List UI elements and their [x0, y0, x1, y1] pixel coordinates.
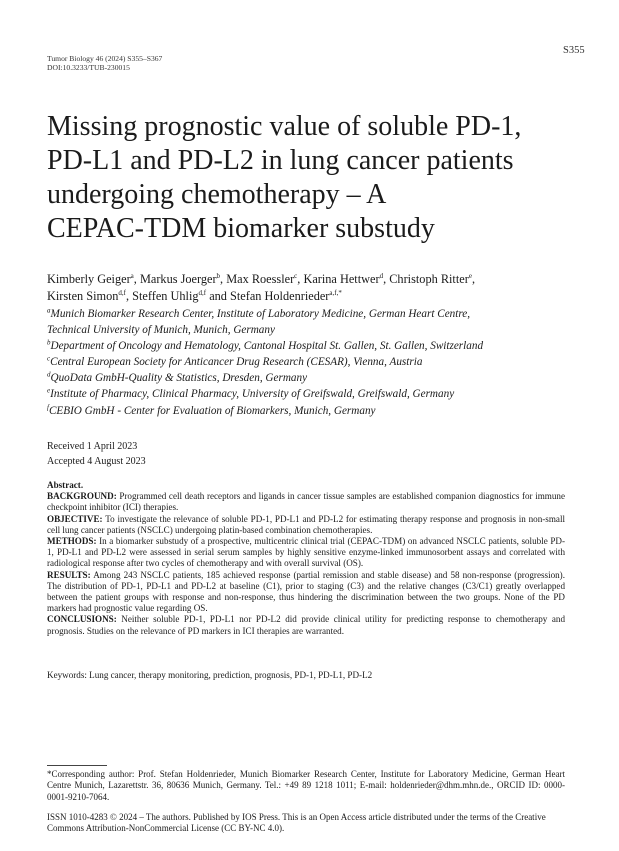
title-line: Missing prognostic value of soluble PD-1, [47, 111, 522, 142]
abstract-section [47, 536, 565, 570]
author-affiliation-mark: d,f [198, 288, 207, 297]
affiliation-text: Central European Society for Anticancer Drug Research (CESAR), Vienna, Austria [50, 356, 423, 369]
affiliation-key: a [47, 306, 51, 315]
abstract-section-text: Programmed cell death receptors and ligands in cancer tissue samples are established companion diagnostics for immune checkpoint inhibitor (ICI) therapies. [47, 491, 565, 513]
page-number: S355 [563, 45, 585, 56]
abstract-section-label: METHODS: [47, 536, 97, 547]
affiliation-text: Technical University of Munich, Munich, Germany [47, 324, 275, 337]
footnote-divider [47, 765, 107, 766]
abstract-section-text: In a biomarker substudy of a prospective, multicentric clinical trial (CEPAC-TDM) on advanced NSCLC patients, soluble PD-1, PD-L1 and PD-L2 were assessed in serial serum samples by highly sensitive enzyme-linked immunosorbent assays and correlated with radiological response after two cycles of chemotherapy and with overall survival (OS). [47, 536, 565, 569]
author-separator: , [133, 272, 140, 286]
author-name: Stefan Holdenrieder [230, 289, 330, 303]
affiliation-key: f [47, 402, 49, 411]
author-separator: and [206, 289, 231, 303]
abstract-section-label: BACKGROUND: [47, 491, 117, 502]
affiliation-text: Munich Biomarker Research Center, Institute of Laboratory Medicine, German Heart Centre, [50, 308, 471, 320]
author [47, 289, 132, 303]
abstract [47, 480, 565, 637]
license-statement: ISSN 1010-4283 © 2024 – The authors. Published by IOS Press. This is an Open Access article distributed under the terms of the Creative Commons Attribution-NonCommercial License (CC BY-NC 4.0). [47, 812, 546, 834]
abstract-section [47, 514, 565, 536]
journal-citation: Tumor Biology 46 (2024) S355–S367 [47, 54, 163, 63]
author [389, 272, 475, 286]
corresponding-author-footnote: *Corresponding author: Prof. Stefan Holdenrieder, Munich Biomarker Research Center, Institute for Laboratory Medicine, German Heart Centre Munich, Lazarettstr. 36, 80636 Munich, Germany. Tel.: +49 89 1218 1011; E-mail: holdenrieder@dhm.mhn.de., ORCID ID: 0000-0001-9210-7064. [47, 769, 565, 802]
author-affiliation-mark: a [130, 271, 134, 280]
author-affiliation-mark: d,f [118, 288, 126, 297]
keywords: Keywords: Lung cancer, therapy monitoring, prediction, prognosis, PD-1, PD-L1, PD-L2 [47, 670, 373, 680]
author-separator: , [471, 272, 476, 286]
abstract-section [47, 570, 565, 615]
affiliation-text: CEBIO GmbH - Center for Evaluation of Biomarkers, Munich, Germany [48, 404, 376, 417]
author [303, 272, 389, 286]
abstract-section-label: OBJECTIVE: [47, 513, 103, 524]
author [230, 289, 342, 303]
affiliation [47, 306, 597, 322]
author-name: Steffen Uhlig [132, 289, 199, 303]
author-name: Karina Hettwer [303, 272, 380, 286]
abstract-section-label: RESULTS: [47, 569, 91, 580]
affiliation-key: d [47, 370, 51, 379]
article-dates [47, 439, 146, 469]
title-line: CEPAC-TDM biomarker substudy [47, 213, 435, 244]
author-affiliation-mark: a,f,* [329, 288, 342, 297]
author [47, 272, 140, 286]
affiliation-text: Department of Oncology and Hematology, Cantonal Hospital St. Gallen, St. Gallen, Switzerland [50, 340, 484, 353]
abstract-section-text: Neither soluble PD-1, PD-L1 nor PD-L2 did provide clinical utility for predicting response to chemotherapy and prognosis. Studies on the relevance of PD markers in ICI therapies are warranted. [47, 614, 565, 636]
author-affiliation-mark: c [294, 271, 298, 280]
article-title [47, 110, 587, 246]
affiliation-list [47, 306, 597, 419]
affiliation-key: b [47, 338, 51, 347]
affiliation [47, 370, 597, 386]
affiliation [47, 403, 597, 419]
journal-info [47, 54, 162, 72]
affiliation [47, 354, 597, 370]
affiliation [47, 338, 597, 354]
author-separator: , [383, 272, 390, 286]
affiliation-key: c [47, 354, 51, 363]
author-name: Max Roessler [226, 272, 295, 286]
abstract-section-label: CONCLUSIONS: [47, 614, 117, 625]
author-affiliation-mark: d [379, 271, 384, 280]
abstract-section [47, 491, 565, 513]
affiliation [47, 386, 597, 402]
accepted-date: Accepted 4 August 2023 [47, 456, 146, 467]
affiliation [47, 322, 597, 338]
abstract-section-text: Among 243 NSCLC patients, 185 achieved response (partial remission and stable disease) and 58 non-response (progression). The distribution of PD-1, PD-L1 and PD-L2 at baseline (C1), prior to staging (C3) and the relative changes (C3/C1) greatly overlapped between the patient groups with response and non-response, thus hindering the discrimination between the two groups. None of the PD markers had prognostic value regarding OS. [47, 569, 565, 614]
author-separator: , [297, 272, 304, 286]
author-name: Kirsten Simon [47, 289, 119, 303]
abstract-heading: Abstract. [47, 480, 84, 490]
abstract-section-text: To investigate the relevance of soluble PD-1, PD-L1 and PD-L2 for estimating therapy response and prognosis in non-small cell lung cancer patients (NSCLC) undergoing platin-based combination chemotherapies. [47, 513, 565, 535]
author-name: Kimberly Geiger [47, 272, 131, 286]
author [140, 272, 226, 286]
author-affiliation-mark: e [468, 271, 472, 280]
author-name: Christoph Ritter [389, 272, 469, 286]
journal-doi: DOI:10.3233/TUB-230015 [47, 63, 130, 72]
author-separator: , [220, 272, 227, 286]
abstract-section [47, 614, 565, 636]
affiliation-text: QuoData GmbH-Quality & Statistics, Dresden, Germany [50, 372, 308, 385]
affiliation-key: e [47, 386, 51, 395]
author-separator: , [126, 289, 133, 303]
title-line: undergoing chemotherapy – A [47, 179, 387, 210]
author-list [47, 271, 587, 305]
title-line: PD-L1 and PD-L2 in lung cancer patients [47, 145, 514, 176]
affiliation-text: Institute of Pharmacy, Clinical Pharmacy, University of Greifswald, Greifswald, Germany [50, 388, 455, 401]
author-name: Markus Joerger [139, 272, 217, 286]
author-affiliation-mark: b [216, 271, 221, 280]
author [226, 272, 303, 286]
received-date: Received 1 April 2023 [47, 441, 138, 452]
author [132, 289, 230, 303]
